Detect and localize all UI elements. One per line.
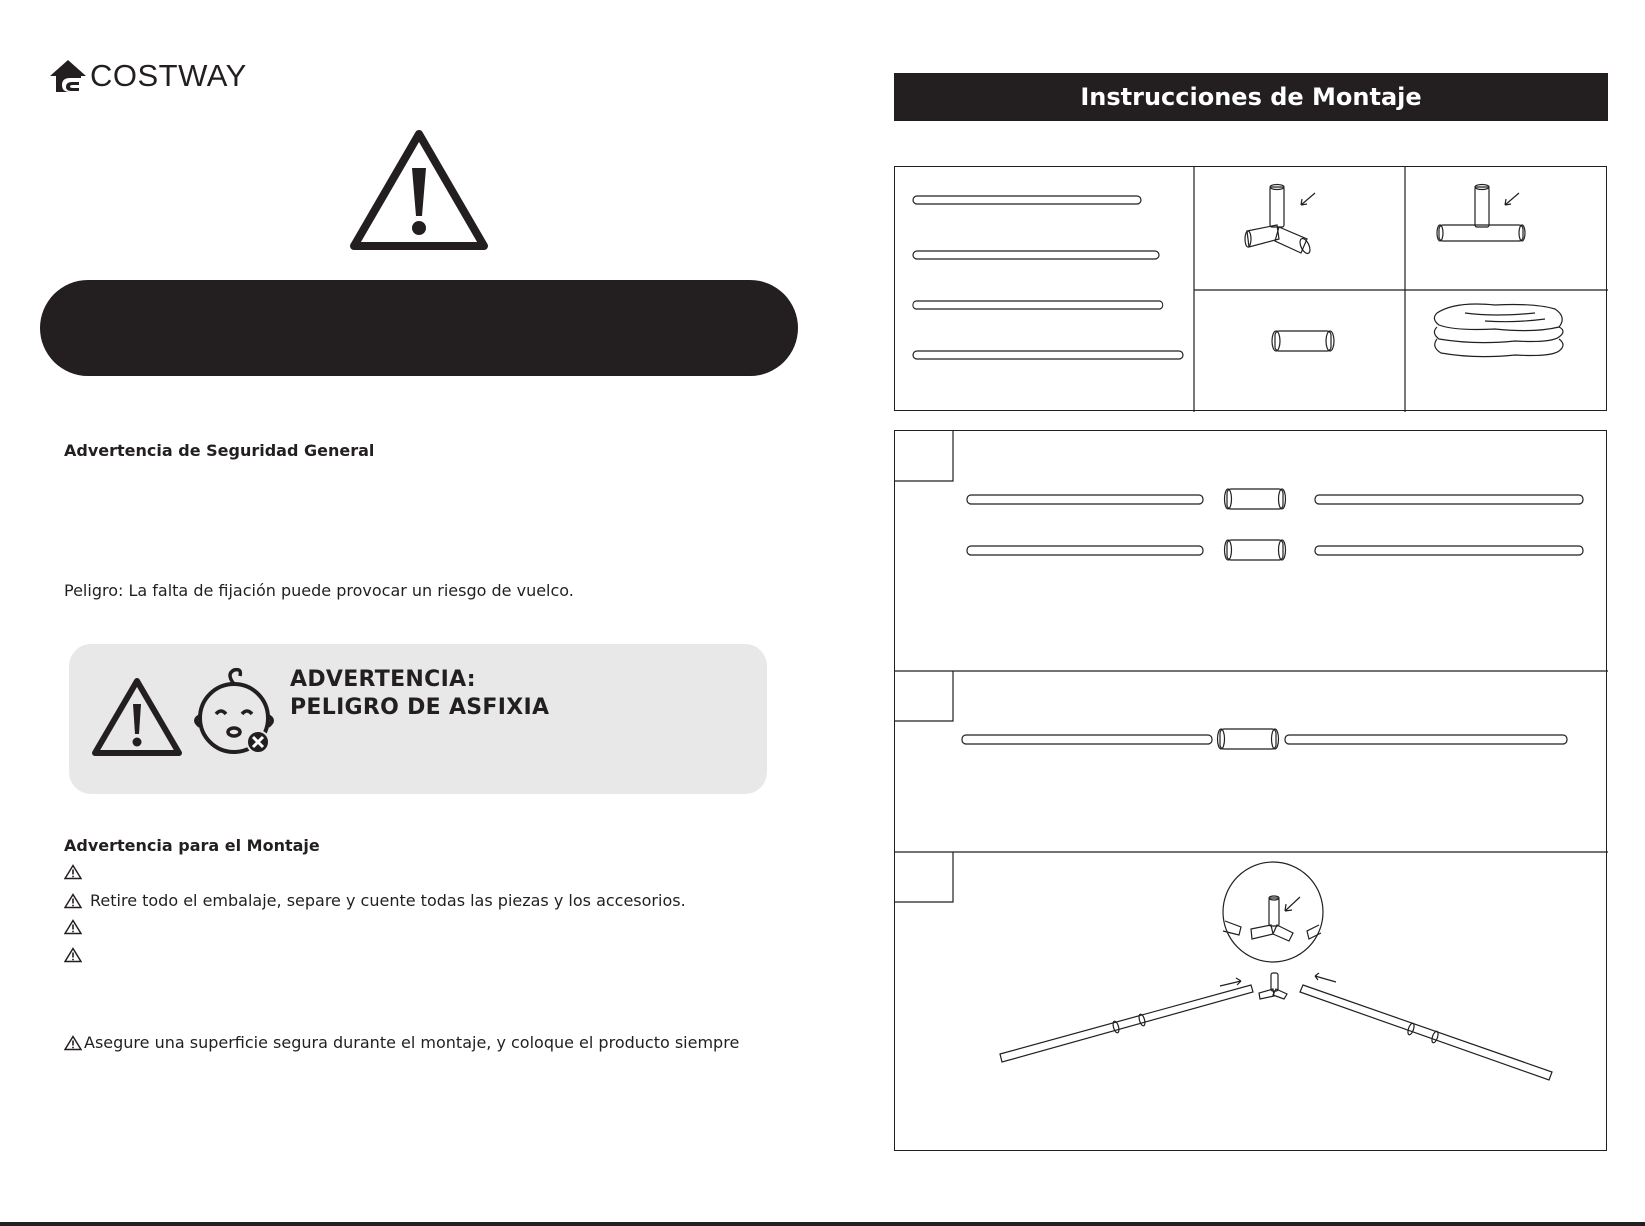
part-pole-a [913, 196, 1141, 204]
assembly-warning-item [64, 947, 90, 963]
warning-triangle-icon [64, 1035, 82, 1051]
part-pole-d [913, 351, 1183, 359]
page-bottom-border [0, 1222, 1645, 1226]
logo-house-icon [48, 58, 88, 94]
warning-triangle-icon [64, 893, 82, 909]
warning-banner [40, 280, 798, 376]
assembly-warning-item: Retire todo el embalaje, separe y cuente todas las piezas y los accesorios. [64, 891, 686, 910]
assembly-warning-item [64, 919, 90, 935]
step-2-number-box [895, 671, 953, 721]
part-pole-b [913, 251, 1159, 259]
brand-logo [48, 56, 247, 96]
choking-warning-line2: PELIGRO DE ASFIXIA [290, 695, 550, 720]
brand-name: COSTWAY [90, 58, 247, 93]
part-straight-coupler [1272, 331, 1334, 351]
instructions-title: Instrucciones de Montaje [1080, 83, 1422, 111]
part-folded-cover [1434, 304, 1563, 357]
baby-choking-icon [194, 666, 280, 758]
choking-warning-line1: ADVERTENCIA: [290, 667, 476, 692]
general-warning-heading: Advertencia de Seguridad General [64, 441, 375, 460]
warning-triangle-icon [348, 128, 490, 252]
assembly-warning-item [64, 864, 90, 880]
part-three-way-connector [1245, 185, 1315, 255]
choking-warning-title [290, 666, 549, 722]
step-1-number-box [895, 431, 953, 481]
step-3-diagram [1000, 862, 1552, 1080]
assembly-steps [894, 430, 1607, 1151]
instructions-title-bar [894, 73, 1608, 121]
parts-list [894, 166, 1607, 411]
part-tee-connector [1437, 185, 1525, 242]
warning-triangle-icon [90, 676, 184, 758]
warning-triangle-icon [64, 919, 82, 935]
warning-triangle-icon [64, 947, 82, 963]
part-pole-c [913, 301, 1163, 309]
step-1-diagram [967, 489, 1583, 560]
warning-triangle-icon [64, 864, 82, 880]
step-3-number-box [895, 852, 953, 902]
assembly-warning-heading: Advertencia para el Montaje [64, 836, 320, 855]
danger-text: Peligro: La falta de fijación puede provocar un riesgo de vuelco. [64, 581, 574, 600]
assembly-warning-item: Asegure una superficie segura durante el montaje, y coloque el producto siempre [64, 1033, 739, 1052]
step-2-diagram [962, 729, 1567, 749]
